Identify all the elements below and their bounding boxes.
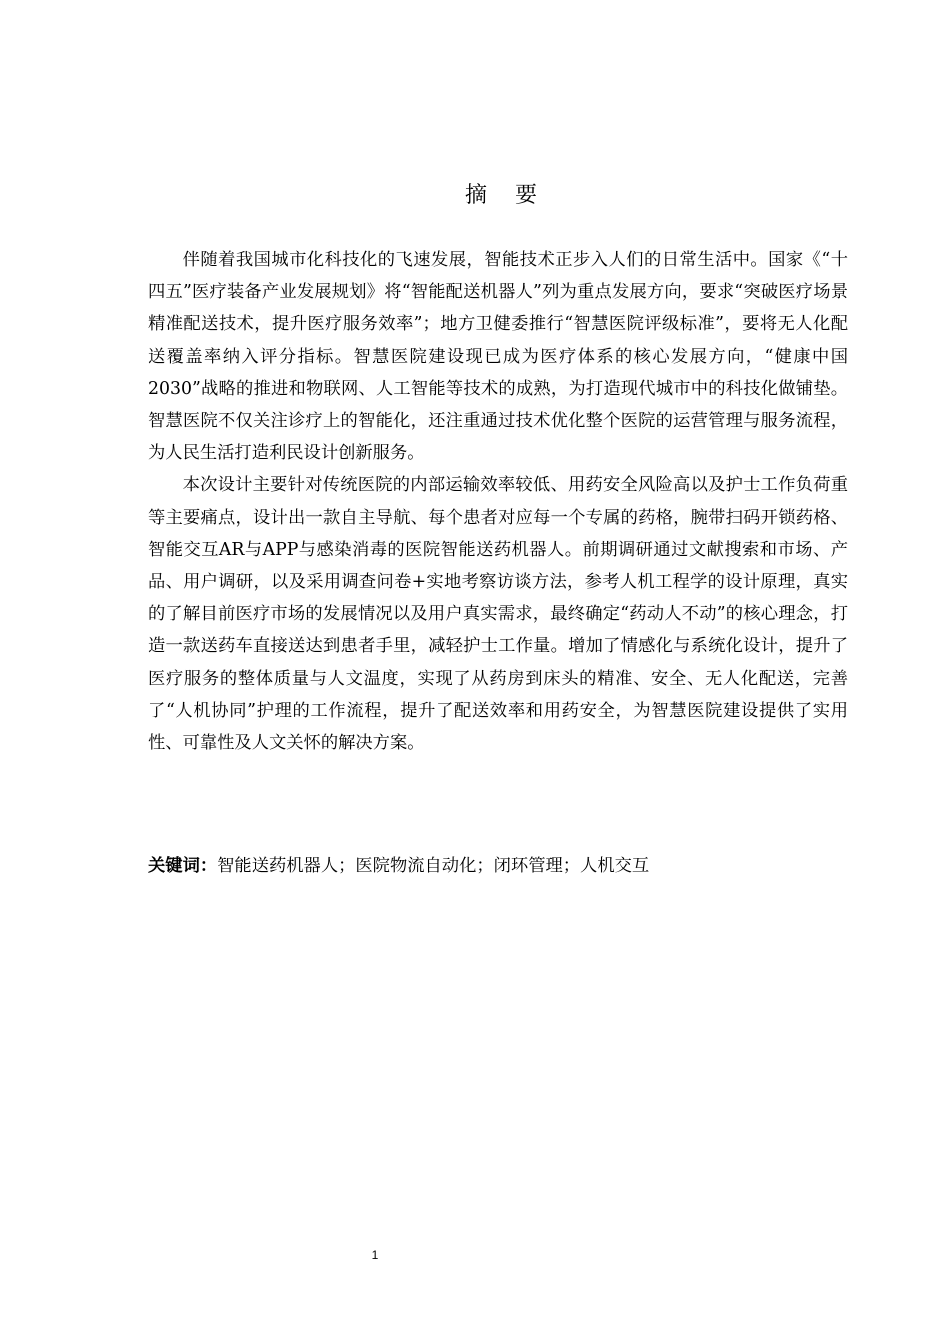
abstract-title: 摘要: [464, 183, 565, 208]
keywords-label: 关键词：: [148, 856, 218, 876]
page-number: 1: [371, 1248, 379, 1262]
abstract-body: [148, 244, 848, 759]
keywords-text: 智能送药机器人；医院物流自动化；闭环管理；人机交互: [217, 856, 650, 876]
abstract-paragraph-1: 伴随着我国城市化科技化的飞速发展，智能技术正步入人们的日常生活中。国家《“十四五”医疗装备产业发展规划》将“智能配送机器人”列为重点发展方向，要求“突破医疗场景精准配送技术，提升医疗服务效率”；地方卫健委推行“智慧医院评级标准”，要将无人化配送覆盖率纳入评分指标。智慧医院建设现已成为医疗体系的核心发展方向，“健康中国2030”战略的推进和物联网、人工智能等技术的成熟，为打造现代城市中的科技化做铺垫。智慧医院不仅关注诊疗上的智能化，还注重通过技术优化整个医院的运营管理与服务流程，为人民生活打造利民设计创新服务。: [148, 250, 848, 464]
keywords-line: [148, 852, 848, 880]
abstract-paragraph-2: 本次设计主要针对传统医院的内部运输效率较低、用药安全风险高以及护士工作负荷重等主要痛点，设计出一款自主导航、每个患者对应每一个专属的药格，腕带扫码开锁药格、智能交互AR与APP与感染消毒的医院智能送药机器人。前期调研通过文献搜索和市场、产品、用户调研，以及采用调查问卷+实地考察访谈方法，参考人机工程学的设计原理，真实的了解目前医疗市场的发展情况以及用户真实需求，最终确定“药动人不动”的核心理念，打造一款送药车直接送达到患者手里，减轻护士工作量。增加了情感化与系统化设计，提升了医疗服务的整体质量与人文温度，实现了从药房到床头的精准、安全、无人化配送，完善了“人机协同”护理的工作流程，提升了配送效率和用药安全，为智慧医院建设提供了实用性、可靠性及人文关怀的解决方案。: [148, 475, 848, 754]
